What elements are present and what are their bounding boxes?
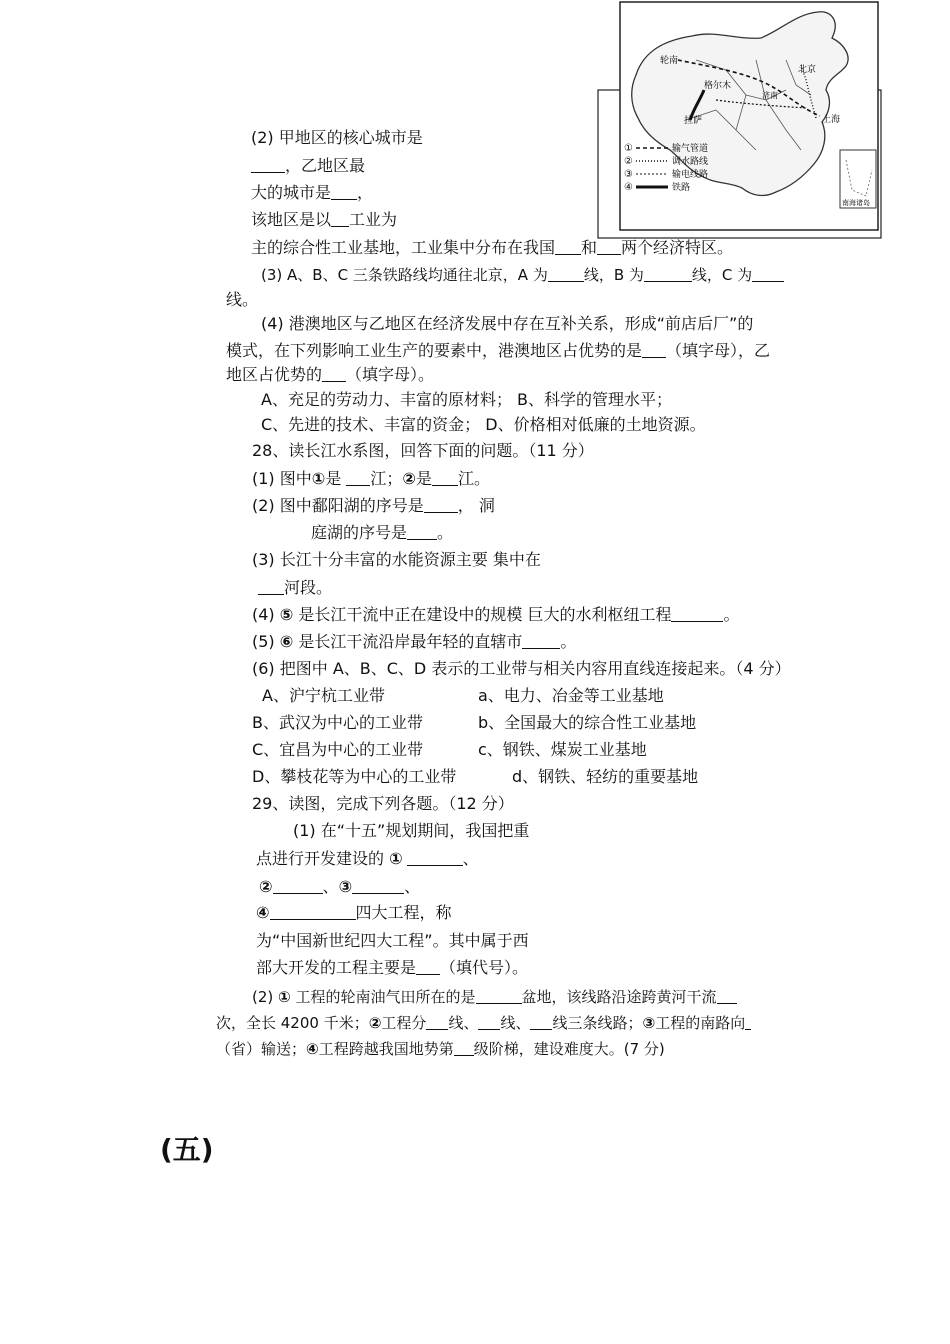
text: 次，全长 4200 千米； bbox=[216, 1014, 369, 1032]
text: 工程分 bbox=[381, 1014, 427, 1032]
text: 线，B 为 bbox=[583, 266, 644, 284]
answer-blank[interactable] bbox=[454, 1039, 474, 1056]
answer-blank[interactable] bbox=[745, 1013, 751, 1030]
text: 线三条线路； bbox=[552, 1014, 643, 1032]
text: 、 bbox=[462, 849, 479, 868]
text: 是 bbox=[325, 469, 347, 488]
answer-blank[interactable] bbox=[530, 1013, 552, 1030]
label-jinan: 济南 bbox=[762, 91, 778, 100]
text: (1) 图中 bbox=[252, 469, 312, 488]
answer-blank[interactable] bbox=[424, 496, 458, 513]
marker: ② bbox=[402, 469, 416, 488]
text: 。 bbox=[437, 523, 454, 542]
q28-2-line1 bbox=[252, 495, 495, 517]
answer-blank[interactable] bbox=[273, 877, 323, 894]
match-right-b bbox=[478, 712, 696, 734]
text: （省）输送； bbox=[216, 1040, 307, 1058]
label-shanghai: 上海 bbox=[822, 115, 841, 125]
match-left-b bbox=[252, 712, 423, 734]
marker: ② bbox=[368, 1014, 382, 1032]
label-lasa: 拉萨 bbox=[684, 116, 703, 126]
match-left-c bbox=[252, 739, 423, 761]
q29-2-line3 bbox=[216, 1038, 665, 1060]
answer-blank[interactable] bbox=[555, 238, 581, 255]
match-right-c bbox=[478, 739, 647, 761]
q27-2-line3 bbox=[251, 182, 373, 204]
answer-blank[interactable] bbox=[407, 523, 437, 540]
text: a、电力、冶金等工业基地 bbox=[478, 686, 664, 705]
answer-blank[interactable] bbox=[548, 265, 584, 282]
text: (3) A、B、C 三条铁路线均通往北京，A 为 bbox=[261, 266, 548, 284]
text: 河段。 bbox=[284, 578, 333, 597]
china-map-figure bbox=[596, 0, 884, 242]
text: 庭湖的序号是 bbox=[311, 523, 408, 542]
text: (6) 把图中 A、B、C、D 表示的工业带与相关内容用直线连接起来。（4 分） bbox=[252, 659, 791, 678]
marker: ① bbox=[278, 988, 291, 1006]
marker: ③ bbox=[338, 877, 353, 896]
q29-1-line2 bbox=[256, 848, 479, 870]
text: C、先进的技术、丰富的资金； D、价格相对低廉的土地资源。 bbox=[261, 415, 706, 434]
q28-3-line2 bbox=[258, 577, 332, 599]
text: 、 bbox=[322, 877, 339, 896]
text: 、 bbox=[404, 877, 421, 896]
text: b、全国最大的综合性工业基地 bbox=[478, 713, 697, 732]
answer-blank[interactable] bbox=[432, 469, 458, 486]
match-right-d bbox=[512, 766, 698, 788]
answer-blank[interactable] bbox=[251, 156, 285, 173]
q27-2-line1 bbox=[251, 127, 423, 149]
q29-2-line2 bbox=[216, 1012, 751, 1034]
answer-blank[interactable] bbox=[270, 903, 356, 920]
match-left-a bbox=[262, 685, 385, 707]
answer-blank[interactable] bbox=[644, 265, 692, 282]
q27-4-options-cd bbox=[261, 414, 706, 436]
legend-text-2: 调水路线 bbox=[672, 157, 709, 167]
q27-4-line3 bbox=[226, 364, 434, 386]
answer-blank[interactable] bbox=[416, 958, 440, 975]
text: (3) 长江十分丰富的水能资源主要 集中在 bbox=[252, 550, 541, 569]
text: (2) 甲地区的核心城市是 bbox=[251, 128, 423, 147]
legend-text-3: 输电线路 bbox=[672, 170, 709, 180]
china-map-svg bbox=[596, 0, 884, 242]
answer-blank[interactable] bbox=[642, 341, 666, 358]
label-beijing: 北京 bbox=[798, 65, 817, 75]
text: 线，C 为 bbox=[691, 266, 753, 284]
answer-blank[interactable] bbox=[407, 849, 463, 866]
answer-blank[interactable] bbox=[752, 265, 784, 282]
q28-6 bbox=[252, 658, 791, 680]
answer-blank[interactable] bbox=[426, 1013, 448, 1030]
q27-2-line4 bbox=[251, 209, 397, 231]
text: ， bbox=[357, 183, 374, 202]
text: ，乙地区最 bbox=[285, 156, 366, 175]
text: (2) bbox=[252, 988, 279, 1006]
text: (2) 图中鄱阳湖的序号是 bbox=[252, 496, 424, 515]
text: 28、读长江水系图，回答下面的问题。（11 分） bbox=[252, 441, 594, 460]
match-left-d bbox=[252, 766, 456, 788]
text: 工程跨越我国地势第 bbox=[318, 1040, 454, 1058]
text: 为“中国新世纪四大工程”。其中属于西 bbox=[256, 931, 529, 950]
inset-label: 南海诸岛 bbox=[842, 199, 870, 207]
text: 该地区是以 bbox=[251, 210, 332, 229]
text: 是 bbox=[415, 469, 432, 488]
text: A、充足的劳动力、丰富的原材料； B、科学的管理水平； bbox=[261, 390, 673, 409]
text: 。 bbox=[560, 632, 577, 651]
q28-2-line2 bbox=[311, 522, 453, 544]
marker: ① bbox=[311, 469, 326, 488]
marker: ① bbox=[389, 849, 403, 868]
text: 主的综合性工业基地，工业集中分布在我国 bbox=[251, 238, 556, 257]
text: 地区占优势的 bbox=[226, 365, 323, 384]
q28-title bbox=[252, 440, 594, 462]
answer-blank[interactable] bbox=[478, 1013, 500, 1030]
q29-1-line4 bbox=[256, 902, 452, 924]
text: 大的城市是 bbox=[251, 183, 332, 202]
answer-blank[interactable] bbox=[322, 365, 346, 382]
text: 部大开发的工程主要是 bbox=[256, 958, 417, 977]
q29-2-line1 bbox=[252, 986, 737, 1008]
answer-blank[interactable] bbox=[352, 877, 404, 894]
answer-blank[interactable] bbox=[597, 238, 621, 255]
text: 工业为 bbox=[349, 210, 398, 229]
q27-3-line2 bbox=[226, 289, 258, 311]
text: 盆地，该线路沿途跨黄河干流 bbox=[521, 988, 717, 1006]
answer-blank[interactable] bbox=[346, 469, 370, 486]
q28-4 bbox=[252, 604, 740, 626]
text: c、钢铁、煤炭工业基地 bbox=[478, 740, 647, 759]
q27-3-line1 bbox=[261, 264, 784, 286]
answer-blank[interactable] bbox=[717, 987, 737, 1004]
text: 是长江干流沿岸最年轻的直辖市 bbox=[293, 632, 523, 651]
text: 线、 bbox=[448, 1014, 479, 1032]
text: 四大工程，称 bbox=[355, 903, 452, 922]
text: (4) bbox=[252, 605, 280, 624]
text: 是长江干流中正在建设中的规模 巨大的水利枢纽工程 bbox=[293, 605, 672, 624]
text: 级阶梯，建设难度大。(7 分) bbox=[473, 1040, 665, 1058]
legend-num-3: ③ bbox=[624, 169, 633, 180]
label-geermu: 格尔木 bbox=[704, 81, 732, 91]
q28-5 bbox=[252, 631, 576, 653]
text: 。 bbox=[723, 605, 740, 624]
text: 模式，在下列影响工业生产的要素中，港澳地区占优势的是 bbox=[226, 341, 643, 360]
text: （填字母），乙 bbox=[666, 341, 771, 360]
match-right-a bbox=[478, 685, 664, 707]
marker: ⑤ bbox=[279, 605, 294, 624]
answer-blank[interactable] bbox=[522, 632, 560, 649]
legend-num-4: ④ bbox=[624, 182, 633, 193]
text: 江； bbox=[370, 469, 403, 488]
q27-4-options-ab bbox=[261, 389, 672, 411]
text: ， 洞 bbox=[457, 496, 495, 515]
marker: ④ bbox=[256, 903, 270, 922]
q27-2-line2 bbox=[251, 155, 365, 177]
text: 线。 bbox=[226, 290, 259, 309]
text: (4) 港澳地区与乙地区在经济发展中存在互补关系，形成“前店后厂”的 bbox=[261, 314, 754, 333]
text: （填代号）。 bbox=[440, 958, 529, 977]
legend-num-1: ① bbox=[624, 143, 633, 154]
answer-blank[interactable] bbox=[671, 605, 723, 622]
text: A、沪宁杭工业带 bbox=[262, 686, 385, 705]
text: 江。 bbox=[457, 469, 490, 488]
marker: ④ bbox=[306, 1040, 319, 1058]
answer-blank[interactable] bbox=[258, 578, 284, 595]
q29-title bbox=[252, 793, 514, 815]
text: C、宜昌为中心的工业带 bbox=[252, 740, 424, 759]
legend-num-2: ② bbox=[624, 156, 633, 167]
q27-2-line5 bbox=[251, 237, 733, 259]
text: (5) bbox=[252, 632, 280, 651]
q29-1-line3 bbox=[259, 876, 420, 898]
text: 两个经济特区。 bbox=[621, 238, 734, 257]
legend-text-4: 铁路 bbox=[672, 183, 691, 193]
q27-4-line2 bbox=[226, 340, 770, 362]
text: 和 bbox=[581, 238, 598, 257]
q28-1 bbox=[252, 468, 490, 490]
q27-4-line1 bbox=[261, 313, 753, 335]
text: （填字母）。 bbox=[346, 365, 435, 384]
q29-1-line5 bbox=[256, 930, 529, 952]
label-lunnan: 轮南 bbox=[660, 56, 679, 66]
answer-blank[interactable] bbox=[476, 987, 522, 1004]
marker: ② bbox=[259, 877, 273, 896]
text: D、攀枝花等为中心的工业带 bbox=[252, 767, 457, 786]
marker: ③ bbox=[642, 1014, 656, 1032]
q28-3-line1 bbox=[252, 549, 541, 571]
text: 工程的轮南油气田所在的是 bbox=[290, 988, 476, 1006]
q29-1-line1 bbox=[293, 820, 529, 842]
section-heading: (五) bbox=[160, 1133, 214, 1166]
legend-text-1: 输气管道 bbox=[672, 144, 709, 154]
text: 线、 bbox=[500, 1014, 531, 1032]
q29-1-line6 bbox=[256, 957, 528, 979]
text: d、钢铁、轻纺的重要基地 bbox=[512, 767, 699, 786]
text: 点进行开发建设的 bbox=[256, 849, 390, 868]
text: 工程的南路向 bbox=[655, 1014, 746, 1032]
answer-blank[interactable] bbox=[331, 210, 349, 227]
marker: ⑥ bbox=[279, 632, 294, 651]
text: B、武汉为中心的工业带 bbox=[252, 713, 423, 732]
answer-blank[interactable] bbox=[331, 183, 357, 200]
text: (1) 在“十五”规划期间，我国把重 bbox=[293, 821, 530, 840]
text: 29、读图，完成下列各题。（12 分） bbox=[252, 794, 514, 813]
